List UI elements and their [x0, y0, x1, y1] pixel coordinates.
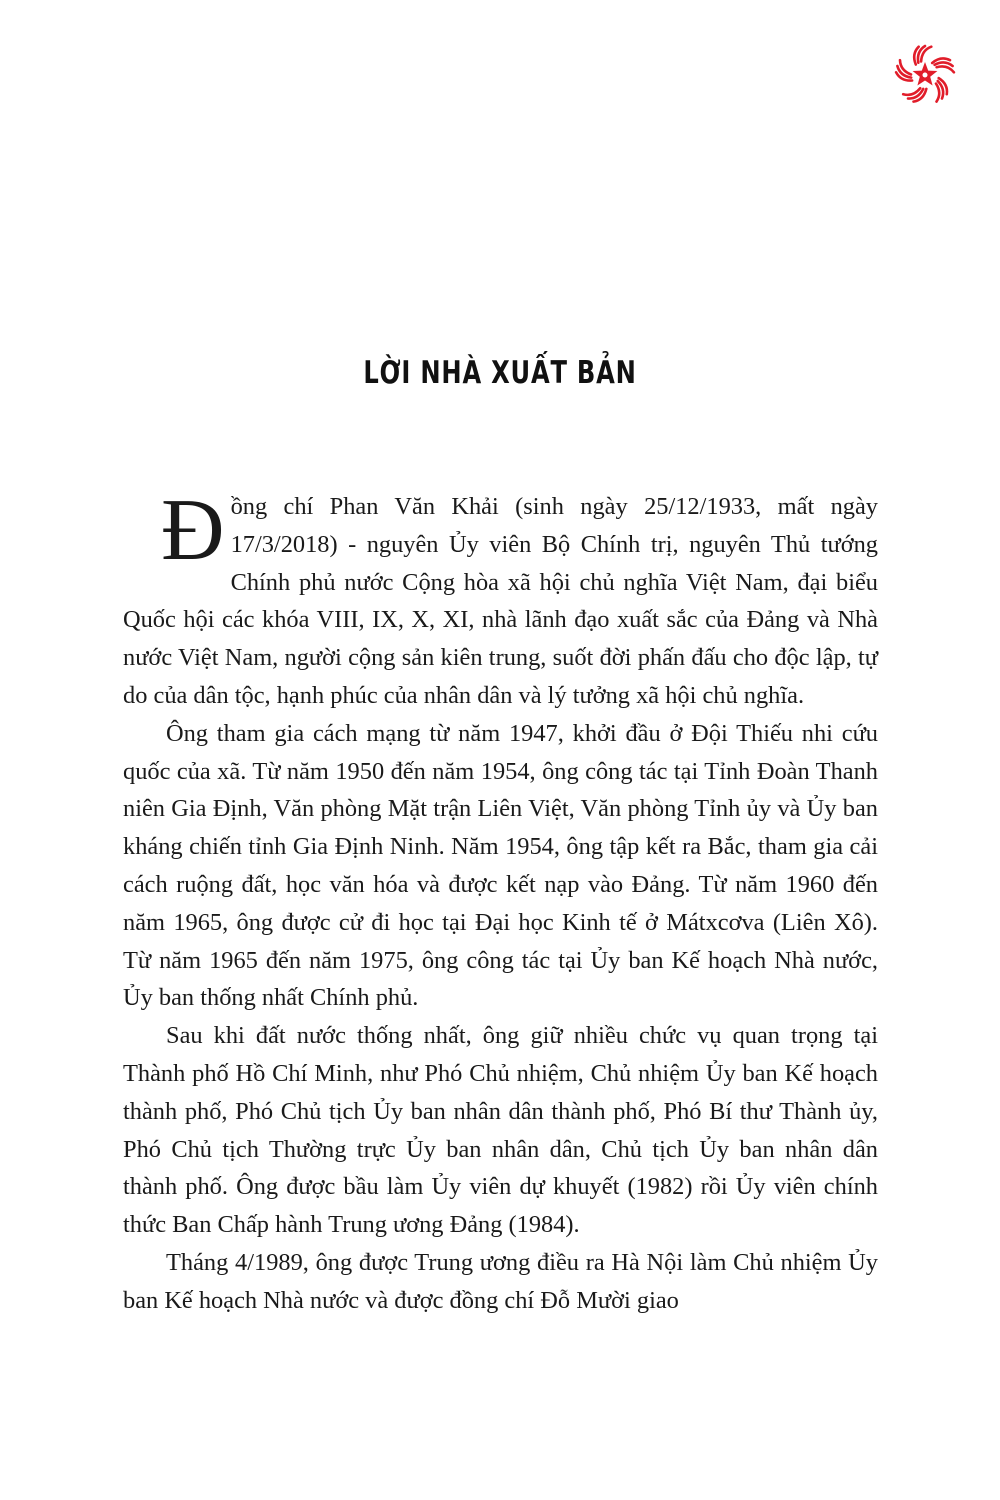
page-title: LỜI NHÀ XUẤT BẢN: [363, 355, 637, 391]
paragraph-1: [123, 482, 878, 715]
drop-cap: Đ: [161, 482, 225, 579]
paragraph-1-text: ồng chí Phan Văn Khải (sinh ngày 25/12/1933, mất ngày 17/3/2018) - nguyên Ủy viên Bộ Chính trị, nguyên Thủ tướng Chính phủ nước Cộng hòa xã hội chủ nghĩa Việt Nam, đại biểu Quốc hội các khóa VIII, IX, X, XI, nhà lãnh đạo xuất sắc của Đảng và Nhà nước Việt Nam, người cộng sản kiên trung, suốt đời phấn đấu cho độc lập, tự do của dân tộc, hạnh phúc của nhân dân và lý tưởng xã hội chủ nghĩa.: [123, 493, 878, 709]
paragraph-3: Sau khi đất nước thống nhất, ông giữ nhiều chức vụ quan trọng tại Thành phố Hồ Chí Minh, như Phó Chủ nhiệm, Chủ nhiệm Ủy ban Kế hoạch thành phố, Phó Chủ tịch Ủy ban nhân dân thành phố, Phó Bí thư Thành ủy, Phó Chủ tịch Thường trực Ủy ban nhân dân, Chủ tịch Ủy ban nhân dân thành phố. Ông được bầu làm Ủy viên dự khuyết (1982) rồi Ủy viên chính thức Ban Chấp hành Trung ương Đảng (1984).: [123, 1022, 878, 1239]
body-text: [123, 482, 878, 1320]
paragraph-2: Ông tham gia cách mạng từ năm 1947, khởi đầu ở Đội Thiếu nhi cứu quốc của xã. Từ năm 1950 đến năm 1954, ông công tác tại Tỉnh Đoàn Thanh niên Gia Định, Văn phòng Mặt trận Liên Việt, Văn phòng Tỉnh ủy và Ủy ban kháng chiến tỉnh Gia Định Ninh. Năm 1954, ông tập kết ra Bắc, tham gia cải cách ruộng đất, học văn hóa và được kết nạp vào Đảng. Từ năm 1960 đến năm 1965, ông được cử đi học tại Đại học Kinh tế ở Mátxcơva (Liên Xô). Từ năm 1965 đến năm 1975, ông công tác tại Ủy ban Kế hoạch Nhà nước, Ủy ban thống nhất Chính phủ.: [123, 719, 878, 1012]
publisher-star-logo-icon: [894, 44, 956, 106]
paragraph-4: Tháng 4/1989, ông được Trung ương điều ra Hà Nội làm Chủ nhiệm Ủy ban Kế hoạch Nhà nước và được đồng chí Đỗ Mười giao: [123, 1248, 878, 1314]
star-burst-icon: [894, 44, 956, 106]
